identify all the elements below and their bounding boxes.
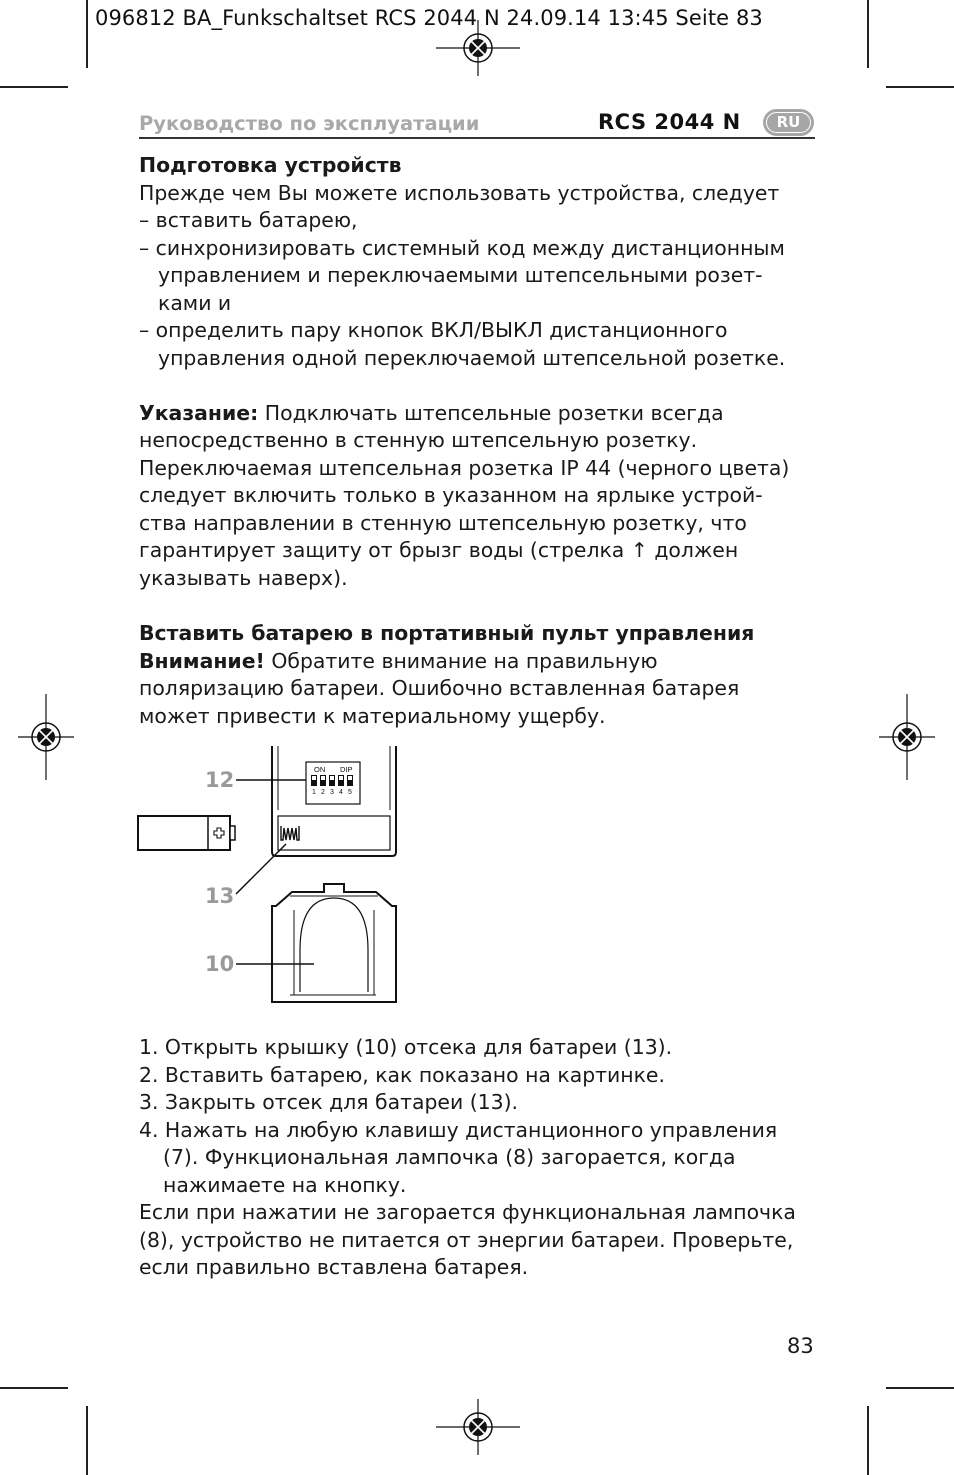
step-item-cont: (7). Функциональная лампочка (8) загорается, когда [163, 1145, 736, 1169]
list-item-cont: ками и [158, 291, 232, 315]
note-line: следует включить только в указанном на ярлыке устрой- [139, 483, 763, 507]
crop-mark [86, 1406, 88, 1475]
crop-mark [886, 86, 954, 88]
registration-mark-icon [18, 694, 74, 780]
header-manual-title: Руководство по эксплуатации [139, 112, 480, 135]
body-text: (8), устройство не питается от энергии батареи. Проверьте, [139, 1228, 794, 1252]
dip-num: 5 [348, 789, 352, 796]
crop-mark [867, 0, 869, 68]
battery-compartment-figure [130, 740, 410, 1010]
note-line: Переключаемая штепсельная розетка IP 44 (черного цвета) [139, 456, 790, 480]
step-item: 4. Нажать на любую клавишу дистанционного управления [139, 1118, 778, 1142]
note-line: непосредственно в стенную штепсельную розетку. [139, 428, 698, 452]
page-number: 83 [787, 1334, 814, 1358]
dip-num: 2 [321, 789, 325, 796]
header-rule [139, 137, 815, 139]
figure-label-10: 10 [205, 952, 235, 976]
step-item: 2. Вставить батарею, как показано на картинке. [139, 1063, 665, 1087]
list-item-cont: управления одной переключаемой штепсельной розетке. [158, 346, 786, 370]
crop-mark [867, 1406, 869, 1475]
battery-cover [272, 884, 396, 1002]
section-title-prep: Подготовка устройств [139, 153, 402, 177]
print-slug: 096812 BA_Funkschaltset RCS 2044 N 24.09.14 13:45 Seite 83 [95, 6, 763, 30]
note-line: Указание: Подключать штепсельные розетки всегда [139, 401, 724, 425]
crop-mark [86, 0, 88, 68]
figure-label-12: 12 [205, 768, 235, 792]
figure-label-13: 13 [205, 884, 235, 908]
dip-num: 1 [312, 789, 316, 796]
warning-line: может привести к материальному ущербу. [139, 704, 606, 728]
dip-on-label: ON [314, 765, 326, 774]
battery-icon [138, 816, 230, 850]
language-badge: RU [763, 109, 814, 136]
body-text: Прежде чем Вы можете использовать устройства, следует [139, 181, 780, 205]
warning-line: поляризацию батареи. Ошибочно вставленная батарея [139, 676, 740, 700]
step-item: 1. Открыть крышку (10) отсека для батареи (13). [139, 1035, 673, 1059]
registration-mark-icon [879, 694, 935, 780]
step-item: 3. Закрыть отсек для батареи (13). [139, 1090, 519, 1114]
note-line: ства направлении в стенную штепсельную розетку, что [139, 511, 747, 535]
dip-num: 3 [330, 789, 334, 796]
registration-mark-icon [436, 20, 520, 76]
dip-num: 4 [339, 789, 343, 796]
list-item-cont: управлением и переключаемыми штепсельными розет- [158, 263, 763, 287]
body-text: Если при нажатии не загорается функциональная лампочка [139, 1200, 796, 1224]
list-item: – синхронизировать системный код между дистанционным [139, 236, 785, 260]
section-title-battery: Вставить батарею в портативный пульт управления [139, 621, 755, 645]
body-text: если правильно вставлена батарея. [139, 1255, 529, 1279]
list-item: – определить пару кнопок ВКЛ/ВЫКЛ дистанционного [139, 318, 728, 342]
header-model: RCS 2044 N [598, 110, 741, 134]
dip-label: DIP [340, 765, 353, 774]
crop-mark [886, 1387, 954, 1389]
warning-line: Внимание! Обратите внимание на правильную [139, 649, 658, 673]
registration-mark-icon [436, 1399, 520, 1455]
step-item-cont: нажимаете на кнопку. [163, 1173, 407, 1197]
crop-mark [0, 1387, 68, 1389]
list-item: – вставить батарею, [139, 208, 358, 232]
crop-mark [0, 86, 68, 88]
note-line: указывать наверх). [139, 566, 348, 590]
note-line: гарантирует защиту от брызг воды (стрелка ↑ должен [139, 538, 739, 562]
